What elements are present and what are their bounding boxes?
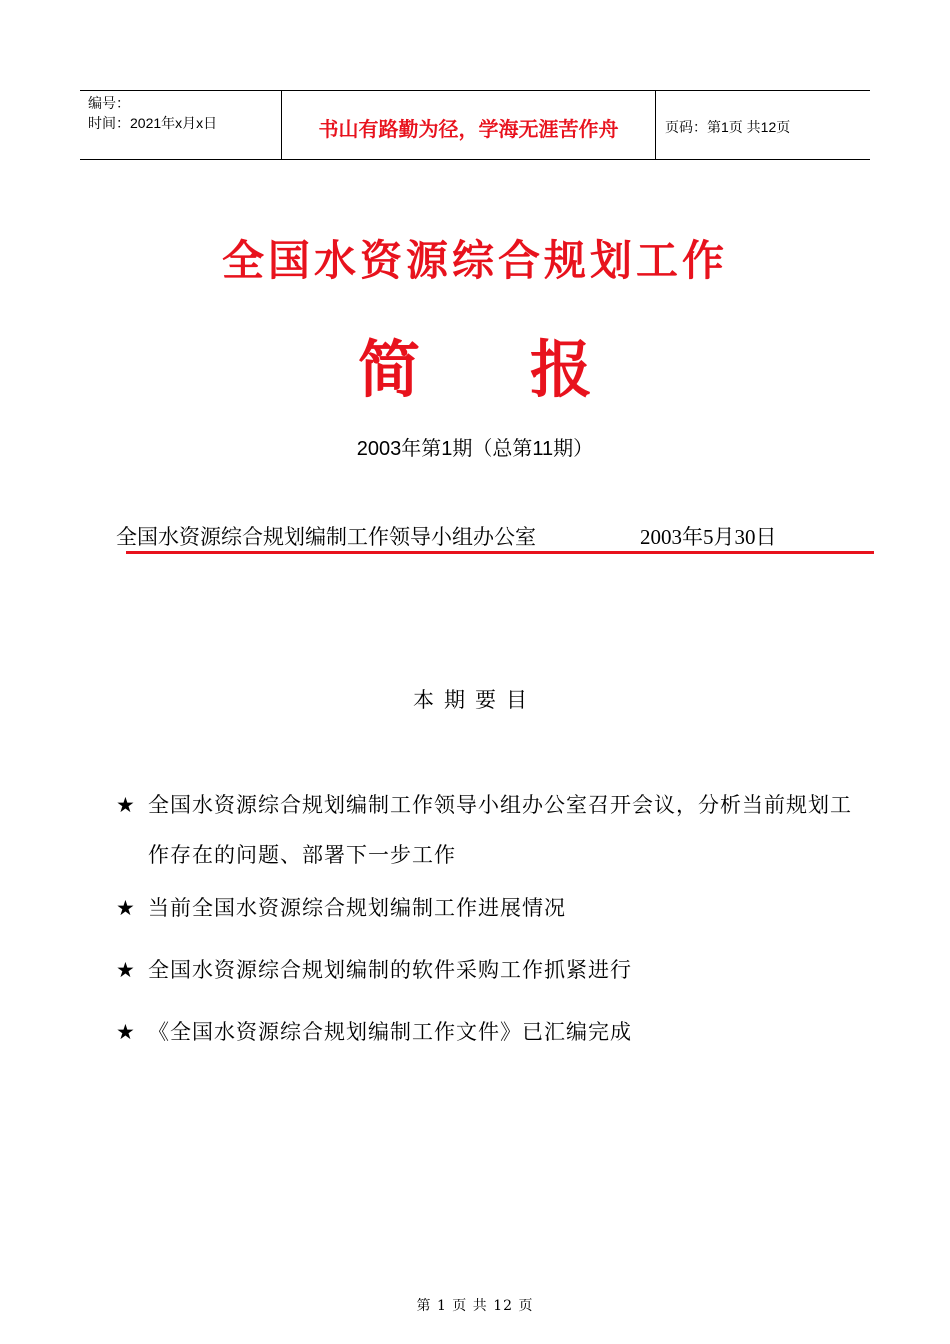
contents-item-text: 全国水资源综合规划编制的软件采购工作抓紧进行 <box>148 958 632 982</box>
issue-number: 2003年第1期（总第11期） <box>356 438 594 460</box>
contents-item <box>116 883 856 933</box>
contents-item <box>116 945 856 995</box>
contents-item-text: 当前全国水资源综合规划编制工作进展情况 <box>148 896 566 920</box>
star-icon: ★ <box>116 896 135 920</box>
contents-item <box>116 780 856 880</box>
red-divider-line <box>126 551 874 554</box>
star-icon: ★ <box>116 1020 135 1044</box>
star-icon: ★ <box>116 958 135 982</box>
bulletin-subtitle <box>0 320 950 409</box>
page-footer: 第 1 页 共 12 页 <box>416 1298 534 1314</box>
subtitle-char: 简 <box>357 333 420 406</box>
header-page-info: 页码：第1页 共12页 <box>665 119 791 135</box>
issuing-office: 全国水资源综合规划编制工作领导小组办公室 <box>116 525 536 549</box>
subtitle-char: 报 <box>530 333 593 406</box>
contents-item <box>116 1007 856 1057</box>
contents-item-text: 《全国水资源综合规划编制工作文件》已汇编完成 <box>148 1020 632 1044</box>
star-icon: ★ <box>116 793 135 817</box>
contents-heading: 本期要目 <box>413 688 537 712</box>
bulletin-title: 全国水资源综合规划工作 <box>221 236 728 285</box>
issue-date: 2003年5月30日 <box>640 525 777 549</box>
header-meta <box>88 93 278 133</box>
header-motto: 书山有路勤为径，学海无涯苦作舟 <box>318 117 619 141</box>
document-time-label: 时间：2021年x月x日 <box>88 115 218 131</box>
contents-item-text: 全国水资源综合规划编制工作领导小组办公室召开会议，分析当前规划工作存在的问题、部署下一步工作 <box>148 793 852 867</box>
document-header <box>80 90 870 160</box>
header-divider <box>655 91 656 159</box>
document-number-label: 编号： <box>88 95 130 111</box>
